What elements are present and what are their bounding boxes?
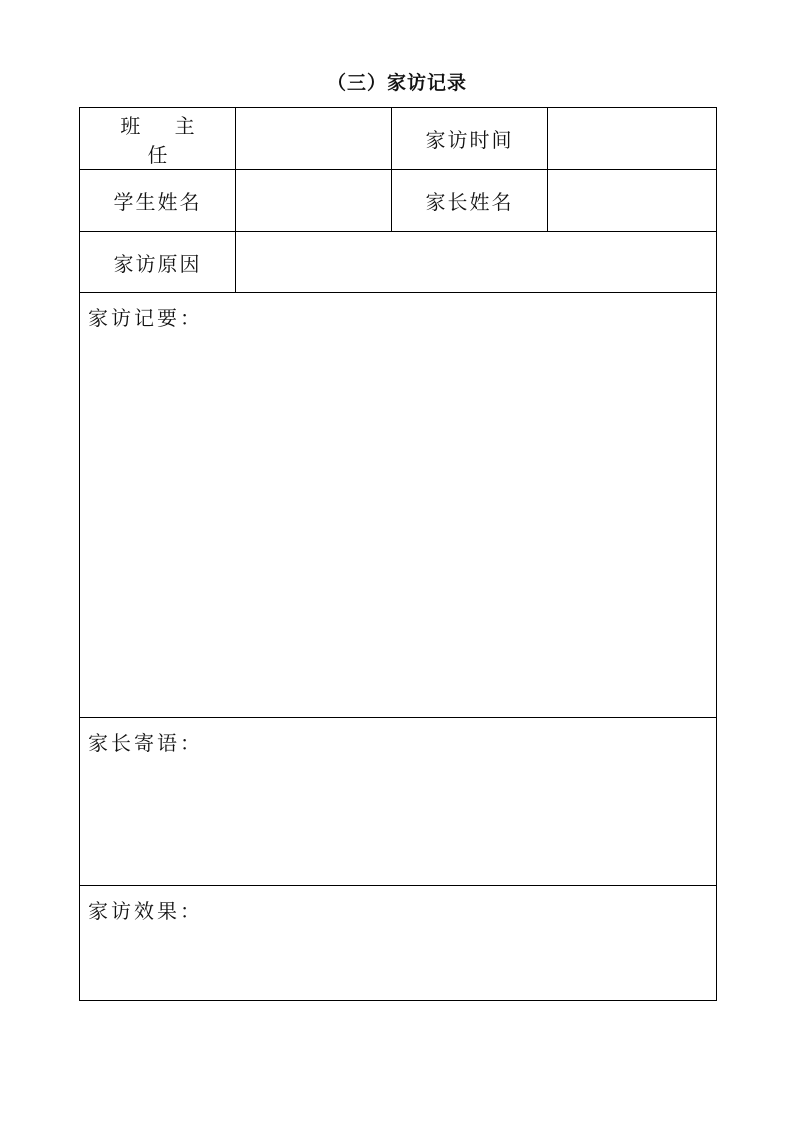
- visit-time-label: 家访时间: [392, 108, 548, 170]
- table-row: [80, 232, 717, 293]
- table-row: [80, 108, 717, 170]
- student-name-field[interactable]: [236, 170, 392, 232]
- visit-reason-field[interactable]: [236, 232, 717, 293]
- visit-time-field[interactable]: [548, 108, 717, 170]
- parent-name-label: 家长姓名: [392, 170, 548, 232]
- page-title: （三）家访记录: [326, 72, 467, 94]
- visit-effect-label: 家访效果：: [88, 899, 203, 923]
- visit-notes-area[interactable]: [80, 293, 717, 718]
- parent-name-field[interactable]: [548, 170, 717, 232]
- table-row: [80, 293, 717, 718]
- teacher-label: 班 主 任: [80, 108, 236, 170]
- parent-message-label: 家长寄语：: [88, 731, 203, 755]
- visit-notes-label: 家访记要：: [88, 306, 203, 330]
- visit-reason-label: 家访原因: [80, 232, 236, 293]
- table-row: [80, 886, 717, 1001]
- visit-effect-area[interactable]: [80, 886, 717, 1001]
- table-row: [80, 170, 717, 232]
- parent-message-area[interactable]: [80, 718, 717, 886]
- table-row: [80, 718, 717, 886]
- home-visit-record-table: [79, 107, 717, 1001]
- teacher-field[interactable]: [236, 108, 392, 170]
- student-name-label: 学生姓名: [80, 170, 236, 232]
